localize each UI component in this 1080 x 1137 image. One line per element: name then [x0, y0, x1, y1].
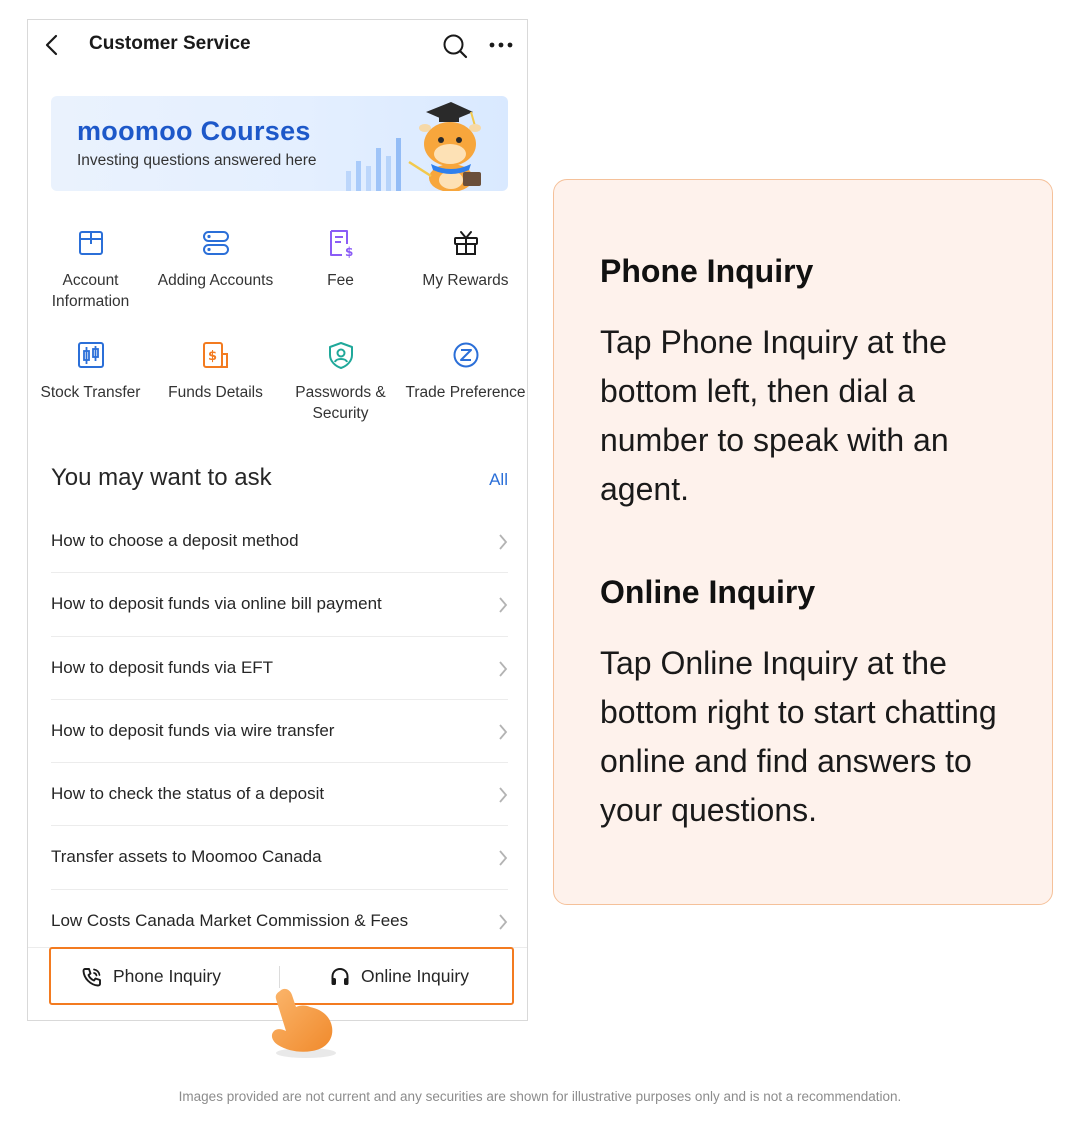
faq-heading: You may want to ask	[51, 464, 272, 491]
category-label: Account Information	[51, 272, 130, 310]
chevron-right-icon	[498, 723, 508, 741]
chevron-right-icon	[498, 660, 508, 678]
online-inquiry-label: Online Inquiry	[361, 966, 469, 986]
account-info-icon	[76, 228, 106, 258]
chevron-right-icon	[498, 596, 508, 614]
gift-icon	[451, 228, 481, 258]
category-fee[interactable]	[278, 228, 403, 291]
more-options-icon[interactable]	[488, 34, 514, 56]
category-label: Adding Accounts	[157, 272, 274, 289]
faq-item[interactable]	[51, 763, 508, 826]
faq-question: How to check the status of a deposit	[51, 784, 325, 804]
category-label: Stock Transfer	[40, 384, 141, 401]
chevron-right-icon	[498, 913, 508, 931]
faq-item[interactable]	[51, 637, 508, 700]
category-account-information[interactable]	[28, 228, 153, 312]
faq-header	[51, 464, 508, 496]
category-label: Funds Details	[168, 384, 263, 401]
faq-item[interactable]	[51, 510, 508, 573]
nav-bar	[28, 20, 527, 70]
category-adding-accounts[interactable]	[153, 228, 278, 291]
phone-inquiry-label: Phone Inquiry	[113, 966, 221, 986]
online-inquiry-description: Tap Online Inquiry at the bottom right to start chatting online and find answers to your questions.	[600, 645, 997, 828]
funds-details-icon	[201, 340, 231, 370]
trade-preference-icon	[451, 340, 481, 370]
adding-accounts-icon	[201, 228, 231, 258]
faq-item[interactable]	[51, 573, 508, 636]
faq-question: How to deposit funds via EFT	[51, 657, 274, 677]
category-passwords-security[interactable]	[278, 340, 403, 424]
back-arrow-icon[interactable]	[42, 33, 62, 57]
faq-item[interactable]	[51, 890, 508, 953]
phone-screen	[27, 19, 528, 1021]
faq-question: How to deposit funds via online bill payment	[51, 594, 382, 614]
phone-inquiry-button[interactable]	[51, 949, 279, 1002]
search-icon[interactable]	[442, 33, 468, 59]
category-label: Trade Preference	[405, 384, 526, 401]
shield-user-icon	[326, 340, 356, 370]
chevron-right-icon	[498, 786, 508, 804]
disclaimer-text: Images provided are not current and any securities are shown for illustrative purposes only and is not a recommendation.	[178, 1089, 902, 1104]
inquiry-info-card	[553, 179, 1053, 905]
chevron-right-icon	[498, 849, 508, 867]
category-trade-preference[interactable]	[403, 340, 528, 403]
banner-subtitle: Investing questions answered here	[77, 152, 317, 169]
faq-question: Transfer assets to Moomoo Canada	[51, 847, 322, 867]
faq-question: How to choose a deposit method	[51, 531, 299, 550]
category-label: My Rewards	[422, 272, 509, 289]
category-my-rewards[interactable]	[403, 228, 528, 291]
fee-receipt-icon	[326, 228, 356, 258]
phone-inquiry-heading: Phone Inquiry	[600, 253, 814, 289]
phone-inquiry-description: Tap Phone Inquiry at the bottom left, then dial a number to speak with an agent.	[600, 324, 949, 507]
category-label: Passwords & Security	[295, 384, 386, 422]
svg-text:$: $	[344, 245, 353, 258]
stock-transfer-icon	[76, 340, 106, 370]
page-title: Customer Service	[89, 33, 251, 54]
online-inquiry-heading: Online Inquiry	[600, 574, 816, 610]
phone-call-icon	[81, 966, 103, 988]
moomoo-mascot-icon	[401, 100, 491, 191]
faq-list	[51, 510, 508, 953]
faq-question: Low Costs Canada Market Commission & Fees	[51, 910, 409, 930]
view-all-link[interactable]: All	[489, 470, 508, 489]
courses-banner[interactable]	[51, 96, 508, 191]
faq-item[interactable]	[51, 700, 508, 763]
faq-question: How to deposit funds via wire transfer	[51, 720, 335, 740]
banner-title: moomoo Courses	[77, 116, 311, 146]
category-funds-details[interactable]	[153, 340, 278, 403]
svg-text:$: $	[207, 349, 217, 364]
chevron-right-icon	[498, 533, 508, 551]
faq-item[interactable]	[51, 826, 508, 889]
pointing-hand-icon	[262, 985, 342, 1060]
category-label: Fee	[327, 272, 354, 289]
category-stock-transfer[interactable]	[28, 340, 153, 403]
